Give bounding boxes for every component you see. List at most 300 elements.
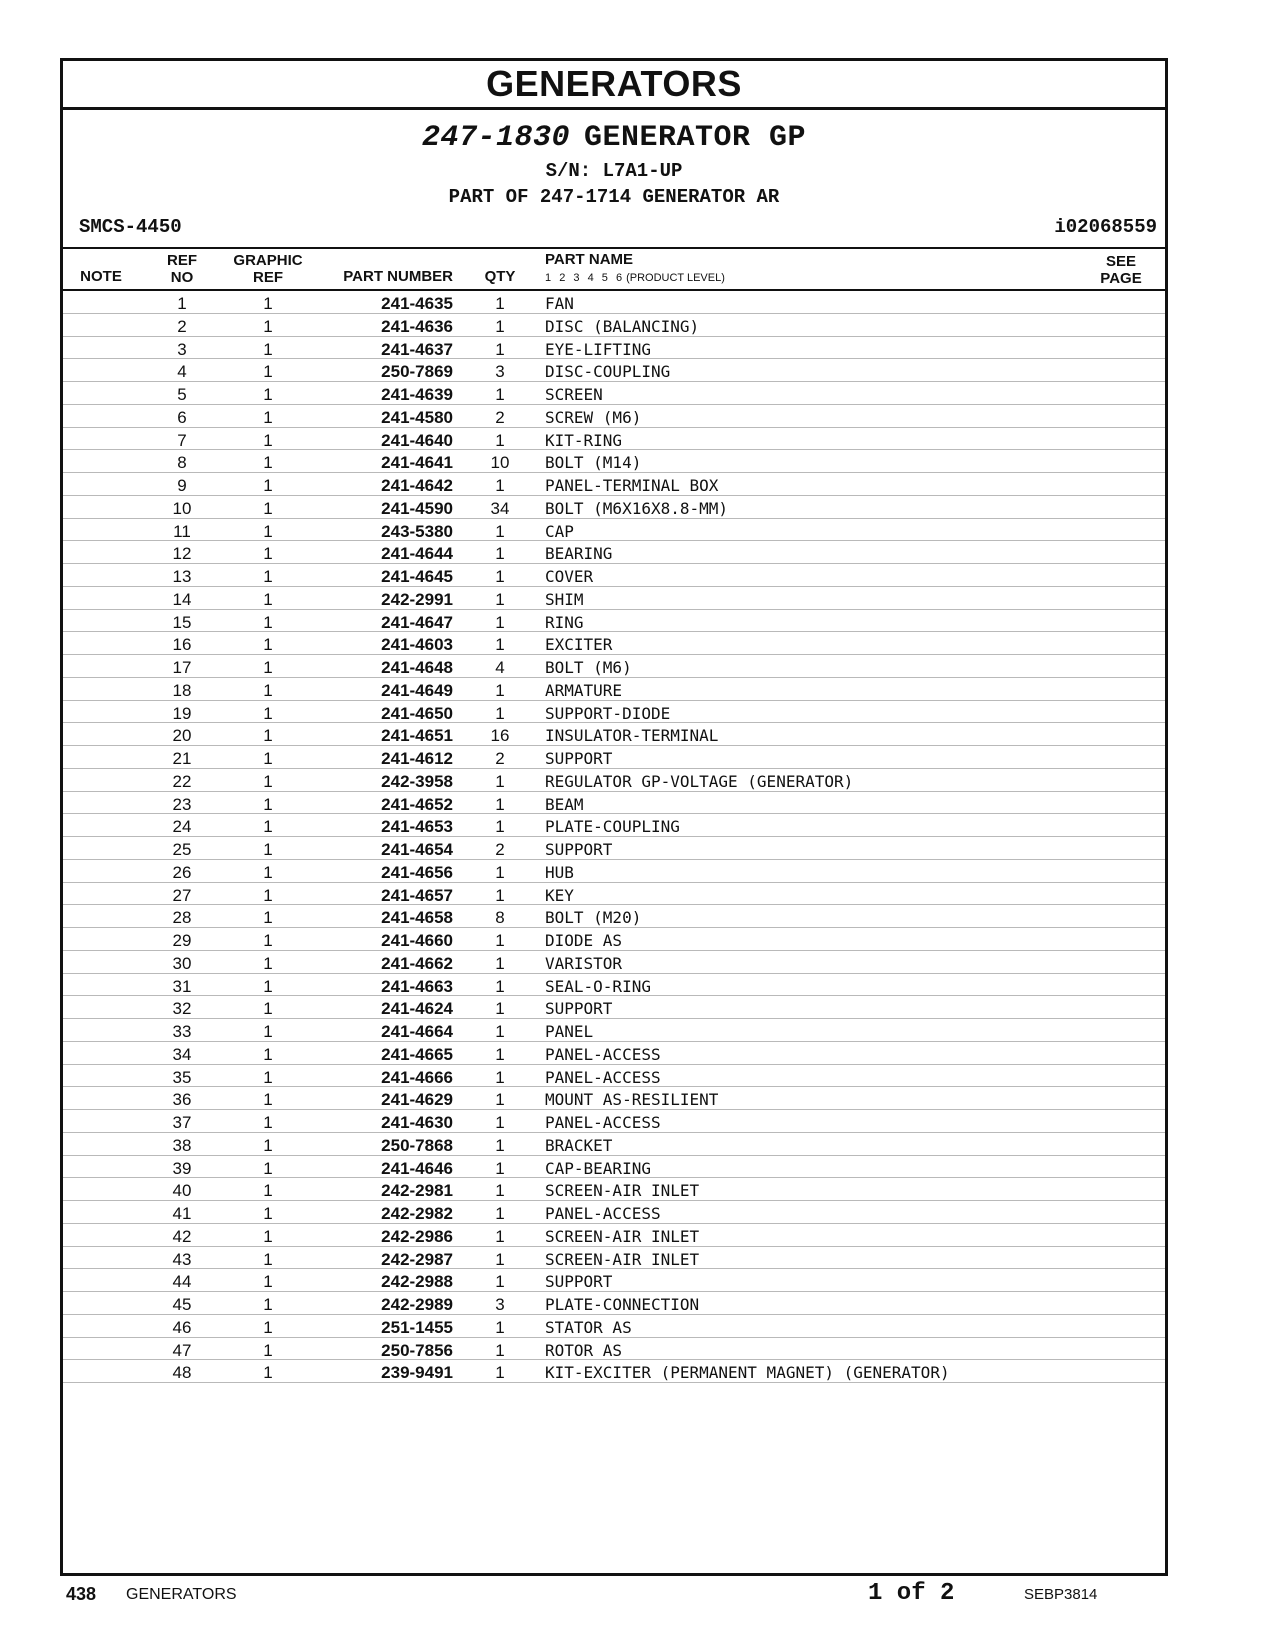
table-row: [63, 1338, 1165, 1361]
part-name-cell: VARISTOR: [545, 953, 623, 973]
table-row: [63, 291, 1165, 314]
graphic-ref-cell: 1: [263, 1067, 273, 1087]
graphic-ref-cell: 1: [263, 1226, 273, 1246]
part-number-cell: 241-4663: [381, 976, 453, 996]
graphic-ref-cell: 1: [263, 1204, 273, 1223]
qty-cell: 10: [490, 453, 510, 473]
qty-cell: 1: [495, 544, 505, 564]
part-number-cell: 242-2982: [381, 1204, 453, 1223]
part-name-cell: BRACKET: [545, 1135, 613, 1155]
part-number-cell: 241-4645: [381, 567, 453, 586]
ref-no-cell: 20: [172, 726, 192, 746]
table-row: [63, 1360, 1165, 1383]
col-graphic-ref: [228, 252, 308, 286]
group-name: GENERATOR GP: [583, 121, 807, 155]
part-name-cell: SCREEN: [545, 385, 603, 404]
ref-no-cell: 47: [172, 1340, 192, 1360]
ref-no-cell: 16: [172, 635, 192, 655]
graphic-ref-cell: 1: [263, 726, 273, 746]
graphic-ref-cell: 1: [263, 316, 273, 336]
graphic-ref-cell: 1: [263, 1363, 273, 1383]
ref-no-cell: 11: [173, 521, 191, 541]
graphic-ref-cell: 1: [263, 612, 273, 632]
part-number-cell: 242-3958: [381, 771, 453, 791]
part-name-cell: BOLT (M14): [545, 453, 642, 473]
qty-cell: 1: [495, 1272, 505, 1292]
smcs-code: SMCS-4450: [79, 216, 182, 238]
qty-cell: 1: [495, 1067, 505, 1087]
ref-no-cell: 22: [172, 771, 192, 791]
part-number-cell: 241-4656: [381, 862, 453, 882]
part-number-cell: 242-2991: [381, 589, 453, 609]
table-row: [63, 337, 1165, 360]
part-name-cell: PANEL-ACCESS: [545, 1204, 661, 1223]
graphic-ref-cell: 1: [263, 430, 273, 450]
qty-cell: 1: [495, 1226, 505, 1246]
part-number-cell: 241-4657: [381, 885, 453, 905]
table-row: [63, 655, 1165, 678]
ref-no-cell: 13: [172, 567, 192, 586]
parts-table-body: [63, 291, 1165, 1383]
part-number-cell: 241-4629: [381, 1090, 453, 1110]
part-number-cell: 250-7868: [381, 1135, 453, 1155]
table-row: [63, 1065, 1165, 1088]
ref-no-cell: 42: [172, 1226, 192, 1246]
ref-no-cell: 41: [172, 1204, 192, 1223]
qty-cell: 1: [495, 521, 505, 541]
part-number-cell: 242-2986: [381, 1226, 453, 1246]
qty-cell: 1: [495, 294, 505, 313]
graphic-ref-cell: 1: [263, 1090, 273, 1110]
graphic-ref-cell: 1: [263, 453, 273, 473]
part-number-cell: 239-9491: [381, 1363, 453, 1383]
part-name-cell: CAP: [545, 521, 574, 541]
col-part-number: PART NUMBER: [343, 268, 453, 285]
part-name-cell: PLATE-CONNECTION: [545, 1295, 700, 1314]
qty-cell: 2: [495, 407, 505, 427]
graphic-ref-cell: 1: [263, 908, 273, 928]
col-ref-no-line1: REF: [167, 252, 197, 269]
part-name-cell: SUPPORT-DIODE: [545, 703, 671, 723]
part-number-cell: 241-4624: [381, 999, 453, 1019]
table-row: [63, 996, 1165, 1019]
qty-cell: 1: [495, 680, 505, 700]
graphic-ref-cell: 1: [263, 385, 273, 404]
qty-cell: 1: [495, 1317, 505, 1337]
qty-cell: 1: [495, 316, 505, 336]
part-name-cell: HUB: [545, 862, 574, 882]
ref-no-cell: 40: [172, 1181, 192, 1201]
ref-no-cell: 26: [172, 862, 192, 882]
ref-no-cell: 6: [177, 407, 187, 427]
level-5: 5: [601, 272, 608, 284]
qty-cell: 1: [495, 567, 505, 586]
product-level-label: (PRODUCT LEVEL): [626, 272, 725, 284]
part-number-cell: 241-4647: [381, 612, 453, 632]
qty-cell: 1: [495, 931, 505, 950]
group-number: 247-1830: [421, 121, 570, 155]
qty-cell: 1: [495, 1113, 505, 1132]
table-row: [63, 678, 1165, 701]
ref-no-cell: 46: [172, 1317, 192, 1337]
qty-cell: 1: [495, 976, 505, 996]
graphic-ref-cell: 1: [263, 1340, 273, 1360]
part-number-cell: 241-4650: [381, 703, 453, 723]
col-see-page: [1091, 253, 1151, 287]
qty-cell: 1: [495, 953, 505, 973]
part-name-cell: SCREEN-AIR INLET: [545, 1181, 700, 1201]
graphic-ref-cell: 1: [263, 794, 273, 814]
qty-cell: 1: [495, 885, 505, 905]
part-name-cell: DISC (BALANCING): [545, 316, 700, 336]
ref-no-cell: 18: [172, 680, 192, 700]
table-row: [63, 1042, 1165, 1065]
qty-cell: 1: [495, 430, 505, 450]
table-row: [63, 1292, 1165, 1315]
graphic-ref-cell: 1: [263, 1113, 273, 1132]
ref-no-cell: 7: [177, 430, 187, 450]
level-3: 3: [573, 272, 580, 284]
parts-page-frame: [60, 58, 1168, 1576]
table-row: [63, 519, 1165, 542]
ref-no-cell: 39: [172, 1158, 192, 1178]
part-name-cell: DISC-COUPLING: [545, 362, 671, 382]
part-name-cell: SEAL-O-RING: [545, 976, 651, 996]
ref-no-cell: 48: [172, 1363, 192, 1383]
page-of: 1 of 2: [868, 1580, 955, 1607]
part-name-cell: KIT-EXCITER (PERMANENT MAGNET) (GENERATOR): [545, 1363, 950, 1383]
part-name-cell: SUPPORT: [545, 840, 613, 859]
qty-cell: 1: [495, 1363, 505, 1383]
qty-cell: 1: [495, 1090, 505, 1110]
ref-no-cell: 15: [172, 612, 192, 632]
table-row: [63, 1087, 1165, 1110]
col-qty: QTY: [484, 268, 516, 285]
ref-no-cell: 19: [172, 703, 192, 723]
table-row: [63, 428, 1165, 451]
part-of-line: PART OF 247-1714 GENERATOR AR: [448, 186, 780, 208]
table-row: [63, 405, 1165, 428]
graphic-ref-cell: 1: [263, 362, 273, 382]
part-name-cell: SCREEN-AIR INLET: [545, 1249, 700, 1269]
part-number-cell: 241-4648: [381, 658, 453, 677]
graphic-ref-cell: 1: [263, 1044, 273, 1064]
part-name-cell: FAN: [545, 294, 574, 313]
part-name-cell: PANEL: [545, 1022, 594, 1041]
table-row: [63, 473, 1165, 496]
part-number-cell: 241-4636: [381, 316, 453, 336]
part-name-cell: PANEL-ACCESS: [545, 1044, 661, 1064]
graphic-ref-cell: 1: [263, 840, 273, 859]
ref-no-cell: 44: [172, 1272, 192, 1292]
part-name-cell: SHIM: [545, 589, 584, 609]
graphic-ref-cell: 1: [263, 476, 273, 495]
part-number-cell: 241-4665: [381, 1044, 453, 1064]
table-row: [63, 1201, 1165, 1224]
table-row: [63, 496, 1165, 519]
col-graphic-ref-line2: REF: [253, 269, 283, 286]
table-row: [63, 951, 1165, 974]
graphic-ref-cell: 1: [263, 1272, 273, 1292]
table-row: [63, 701, 1165, 724]
part-name-cell: BOLT (M6): [545, 658, 632, 677]
part-number-cell: 241-4580: [381, 407, 453, 427]
part-number-cell: 241-4637: [381, 339, 453, 359]
level-1: 1: [545, 272, 552, 284]
part-name-cell: ARMATURE: [545, 680, 623, 700]
qty-cell: 3: [495, 362, 505, 382]
graphic-ref-cell: 1: [263, 885, 273, 905]
part-name-cell: COVER: [545, 567, 594, 586]
ref-no-cell: 27: [172, 885, 192, 905]
qty-cell: 1: [495, 339, 505, 359]
part-number-cell: 251-1455: [381, 1317, 453, 1337]
part-name-cell: RING: [545, 612, 584, 632]
part-number-cell: 241-4653: [381, 817, 453, 837]
level-4: 4: [587, 272, 594, 284]
document-id: i02068559: [1054, 216, 1157, 238]
product-levels: [545, 270, 725, 287]
graphic-ref-cell: 1: [263, 544, 273, 564]
table-row: [63, 723, 1165, 746]
table-row: [63, 746, 1165, 769]
graphic-ref-cell: 1: [263, 1181, 273, 1201]
ref-no-cell: 45: [172, 1295, 192, 1314]
table-row: [63, 587, 1165, 610]
col-see-page-line2: PAGE: [1100, 270, 1142, 287]
table-row: [63, 1224, 1165, 1247]
table-row: [63, 610, 1165, 633]
part-name-cell: BOLT (M20): [545, 908, 642, 928]
qty-cell: 8: [495, 908, 505, 928]
graphic-ref-cell: 1: [263, 976, 273, 996]
part-number-cell: 241-4660: [381, 931, 453, 950]
qty-cell: 1: [495, 635, 505, 655]
qty-cell: 1: [495, 862, 505, 882]
qty-cell: 1: [495, 385, 505, 404]
graphic-ref-cell: 1: [263, 589, 273, 609]
part-number-cell: 241-4666: [381, 1067, 453, 1087]
part-name-cell: SCREEN-AIR INLET: [545, 1226, 700, 1246]
ref-no-cell: 31: [172, 976, 192, 996]
table-row: [63, 905, 1165, 928]
ref-no-cell: 4: [177, 362, 187, 382]
qty-cell: 1: [495, 589, 505, 609]
graphic-ref-cell: 1: [263, 817, 273, 837]
part-number-cell: 241-4635: [381, 294, 453, 313]
part-number-cell: 242-2987: [381, 1249, 453, 1269]
col-note: NOTE: [80, 268, 122, 285]
ref-no-cell: 34: [172, 1044, 192, 1064]
qty-cell: 1: [495, 703, 505, 723]
col-ref-no: [159, 252, 205, 286]
part-number-cell: 241-4639: [381, 385, 453, 404]
graphic-ref-cell: 1: [263, 407, 273, 427]
table-row: [63, 1156, 1165, 1179]
level-2: 2: [559, 272, 566, 284]
part-name-cell: BOLT (M6X16X8.8-MM): [545, 498, 729, 518]
ref-no-cell: 38: [172, 1135, 192, 1155]
part-number-cell: 242-2989: [381, 1295, 453, 1314]
col-ref-no-line2: NO: [170, 269, 194, 286]
table-row: [63, 837, 1165, 860]
ref-no-cell: 9: [177, 476, 187, 495]
part-number-cell: 250-7869: [381, 362, 453, 382]
table-row: [63, 1269, 1165, 1292]
table-row: [63, 541, 1165, 564]
part-number-cell: 241-4658: [381, 908, 453, 928]
table-row: [63, 928, 1165, 951]
ref-no-cell: 33: [172, 1022, 192, 1041]
part-name-cell: ROTOR AS: [545, 1340, 623, 1360]
graphic-ref-cell: 1: [263, 749, 273, 768]
ref-no-cell: 17: [172, 658, 192, 677]
table-row: [63, 814, 1165, 837]
ref-no-cell: 12: [172, 544, 192, 564]
graphic-ref-cell: 1: [263, 635, 273, 655]
graphic-ref-cell: 1: [263, 1022, 273, 1041]
graphic-ref-cell: 1: [263, 521, 273, 541]
ref-no-cell: 25: [172, 840, 192, 859]
graphic-ref-cell: 1: [263, 1158, 273, 1178]
qty-cell: 1: [495, 999, 505, 1019]
table-row: [63, 359, 1165, 382]
part-number-cell: 241-4664: [381, 1022, 453, 1041]
page-footer: [0, 1580, 1275, 1620]
part-number-cell: 241-4652: [381, 794, 453, 814]
part-number-cell: 241-4662: [381, 953, 453, 973]
qty-cell: 1: [495, 1181, 505, 1201]
graphic-ref-cell: 1: [263, 567, 273, 586]
graphic-ref-cell: 1: [263, 771, 273, 791]
col-graphic-ref-line1: GRAPHIC: [233, 252, 303, 269]
part-number-cell: 241-4649: [381, 680, 453, 700]
part-name-cell: DIODE AS: [545, 931, 623, 950]
ref-no-cell: 21: [172, 749, 192, 768]
qty-cell: 1: [495, 1249, 505, 1269]
graphic-ref-cell: 1: [263, 953, 273, 973]
table-row: [63, 1110, 1165, 1133]
page-number: 438: [66, 1584, 97, 1604]
ref-no-cell: 5: [177, 385, 187, 404]
qty-cell: 1: [495, 817, 505, 837]
graphic-ref-cell: 1: [263, 1249, 273, 1269]
qty-cell: 1: [495, 1135, 505, 1155]
ref-no-cell: 2: [177, 316, 187, 336]
part-number-cell: 241-4590: [381, 498, 453, 518]
part-name-cell: PANEL-TERMINAL BOX: [545, 476, 719, 495]
graphic-ref-cell: 1: [263, 862, 273, 882]
ref-no-cell: 28: [172, 908, 192, 928]
part-number-cell: 250-7856: [381, 1340, 453, 1360]
table-row: [63, 860, 1165, 883]
table-row: [63, 1247, 1165, 1270]
part-number-cell: 241-4630: [381, 1113, 453, 1132]
part-number-cell: 242-2988: [381, 1272, 453, 1292]
qty-cell: 16: [490, 726, 510, 746]
part-name-cell: PANEL-ACCESS: [545, 1113, 661, 1132]
qty-cell: 2: [495, 840, 505, 859]
ref-no-cell: 24: [172, 817, 192, 837]
qty-cell: 1: [495, 771, 505, 791]
publication-number: SEBP3814: [1024, 1586, 1098, 1603]
ref-no-cell: 3: [177, 339, 187, 359]
group-header: [63, 110, 1165, 247]
part-number-cell: 241-4644: [381, 544, 453, 564]
graphic-ref-cell: 1: [263, 931, 273, 950]
table-row: [63, 974, 1165, 997]
ref-no-cell: 29: [172, 931, 192, 950]
part-name-cell: PLATE-COUPLING: [545, 817, 680, 837]
table-row: [63, 792, 1165, 815]
part-name-cell: STATOR AS: [545, 1317, 632, 1337]
graphic-ref-cell: 1: [263, 658, 273, 677]
qty-cell: 34: [490, 498, 510, 518]
part-number-cell: 241-4641: [381, 453, 453, 473]
part-number-cell: 241-4640: [381, 430, 453, 450]
part-number-cell: 241-4642: [381, 476, 453, 495]
table-row: [63, 1315, 1165, 1338]
part-number-cell: 241-4603: [381, 635, 453, 655]
graphic-ref-cell: 1: [263, 1317, 273, 1337]
part-name-cell: MOUNT AS-RESILIENT: [545, 1090, 719, 1110]
qty-cell: 1: [495, 1340, 505, 1360]
table-row: [63, 1019, 1165, 1042]
qty-cell: 1: [495, 612, 505, 632]
ref-no-cell: 1: [177, 294, 187, 313]
table-header: [63, 247, 1165, 291]
qty-cell: 2: [495, 749, 505, 768]
table-row: [63, 564, 1165, 587]
group-title: [63, 120, 1165, 156]
part-name-cell: SUPPORT: [545, 1272, 613, 1292]
ref-no-cell: 14: [172, 589, 192, 609]
graphic-ref-cell: 1: [263, 703, 273, 723]
footer-section: GENERATORS: [126, 1586, 237, 1603]
part-number-cell: 243-5380: [381, 521, 453, 541]
ref-no-cell: 8: [177, 453, 187, 473]
table-row: [63, 1133, 1165, 1156]
part-number-cell: 241-4651: [381, 726, 453, 746]
part-number-cell: 242-2981: [381, 1181, 453, 1201]
qty-cell: 3: [495, 1295, 505, 1314]
ref-no-cell: 37: [172, 1113, 192, 1132]
graphic-ref-cell: 1: [263, 294, 273, 313]
part-name-cell: BEARING: [545, 544, 613, 564]
part-name-cell: INSULATOR-TERMINAL: [545, 726, 719, 746]
table-row: [63, 769, 1165, 792]
table-row: [63, 632, 1165, 655]
graphic-ref-cell: 1: [263, 339, 273, 359]
table-row: [63, 1178, 1165, 1201]
graphic-ref-cell: 1: [263, 1135, 273, 1155]
ref-no-cell: 36: [172, 1090, 192, 1110]
part-name-cell: SCREW (M6): [545, 407, 642, 427]
part-name-cell: KEY: [545, 885, 574, 905]
graphic-ref-cell: 1: [263, 498, 273, 518]
table-row: [63, 450, 1165, 473]
graphic-ref-cell: 1: [263, 999, 273, 1019]
part-name-cell: CAP-BEARING: [545, 1158, 651, 1178]
part-name-cell: EYE-LIFTING: [545, 339, 651, 359]
part-name-cell: SUPPORT: [545, 749, 613, 768]
serial-number: S/N: L7A1-UP: [545, 160, 683, 182]
ref-no-cell: 30: [172, 953, 192, 973]
part-name-cell: EXCITER: [545, 635, 613, 655]
table-row: [63, 314, 1165, 337]
ref-no-cell: 43: [172, 1249, 192, 1269]
ref-no-cell: 35: [172, 1067, 192, 1087]
